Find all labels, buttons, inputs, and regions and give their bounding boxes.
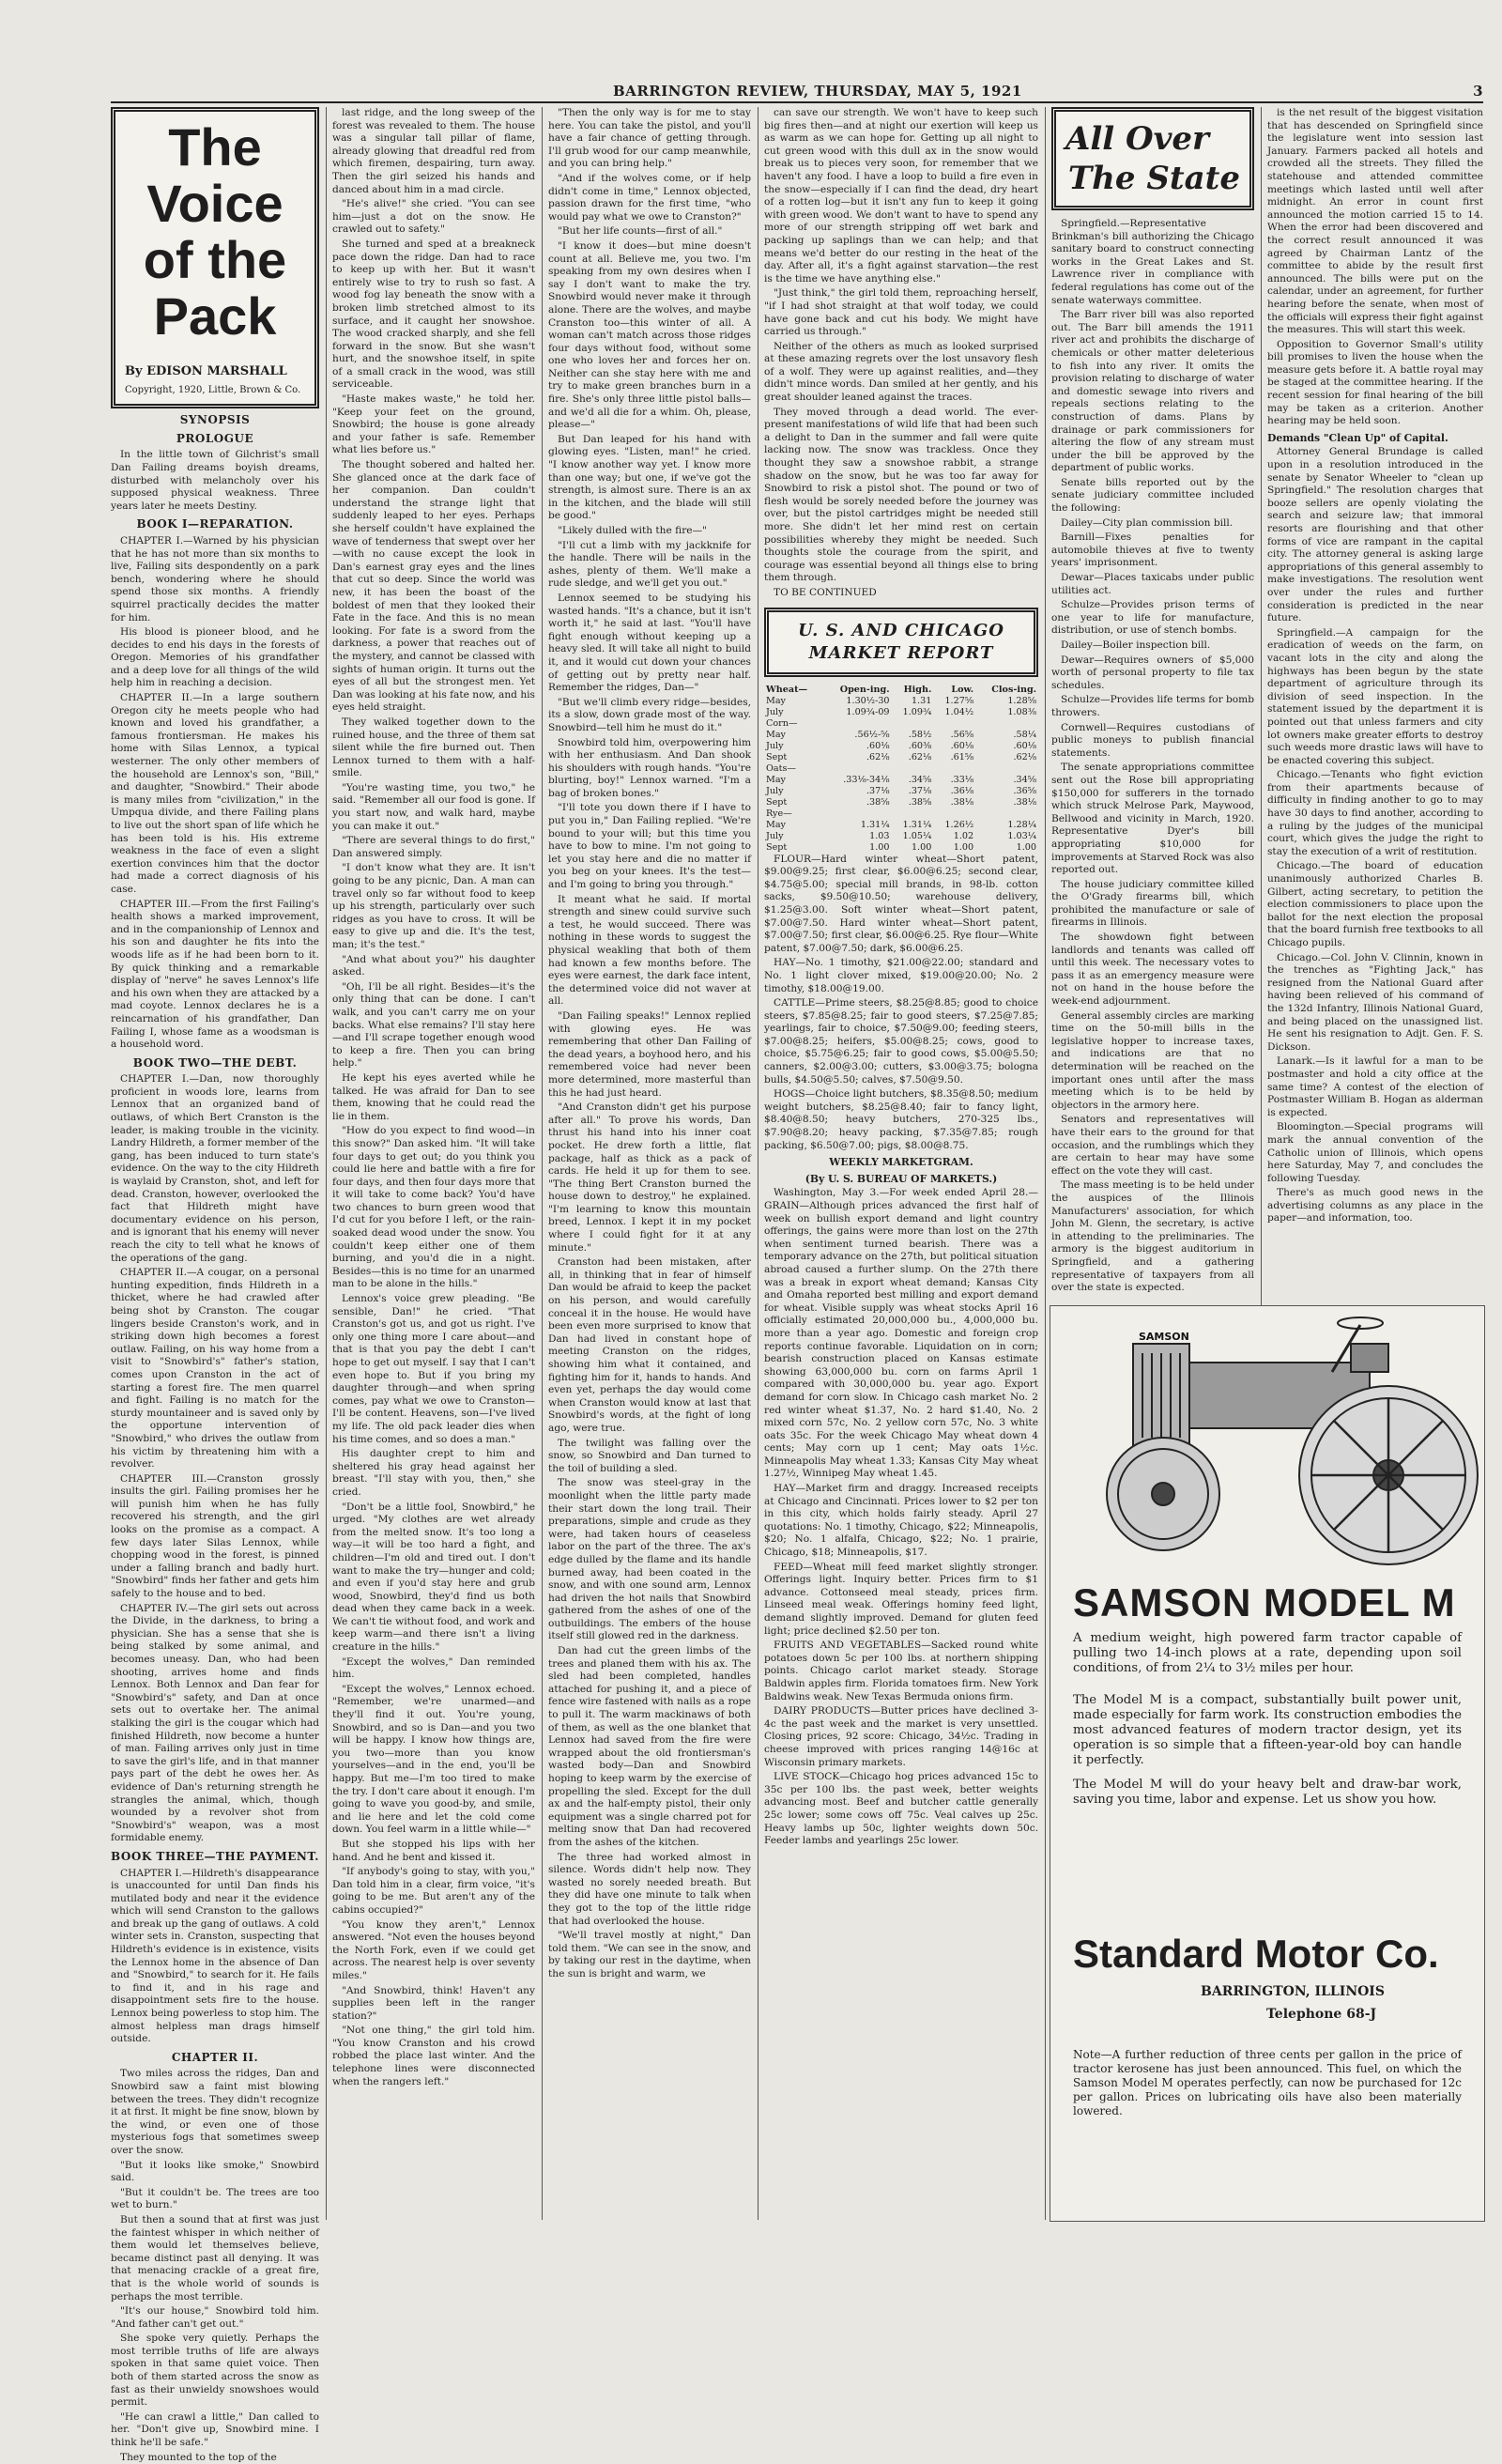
market-paragraph: LIVE STOCK—Chicago hog prices advanced 15c to 35c per 100 lbs. the past week, better weights advancing most. Beef and butcher cattle generally 25c lower; some cows off 75c. Veal calves up 25c. Heavy lambs up 50c, lighter weights down 50c. Feeder lambs and yearlings 25c lower. bbox=[764, 1771, 1038, 1847]
story-paragraph: "Except the wolves," Dan reminded him. bbox=[332, 1656, 535, 1681]
column-state-news bbox=[1051, 107, 1254, 1292]
table-row-label: May bbox=[766, 774, 786, 785]
news-paragraph: Chicago.—Col. John V. Clinnin, known in the trenches as "Fighting Jack," has resigned from the National Guard after having been relieved of his command of the 132d Infantry, Illinois National Guard, and being placed on the unassigned list. He sent his resignation to Adjt. Gen. F. S. Dickson. bbox=[1267, 951, 1483, 1053]
serial-byline: By EDISON MARSHALL bbox=[125, 364, 287, 378]
story-paragraph: "How do you expect to find wood—in this snow?" Dan asked him. "It will take four days to get out; do you think you could lie here and battle with a fire for four days, and then four days more that it will take to come back? You'd have two chances to burn green wood that I'd cut for you before I left, or the rain-soaked dead wood under the snow. You couldn't keep either one of them burning, and you'd die in a night. Besides—this is no time for an unarmed man to be alone in the hills." bbox=[332, 1125, 535, 1290]
table-row bbox=[764, 820, 1038, 831]
story-paragraph: "Not one thing," the girl told him. "You know Cranston and his crowd robbed the place last winter. And the telephone lines were disconnected when the rangers left." bbox=[332, 2025, 535, 2087]
samson-tractor-ad bbox=[1050, 1305, 1485, 2222]
ad-company-city: BARRINGTON, ILLINOIS bbox=[1201, 1984, 1385, 1999]
ad-note: Note—A further reduction of three cents per gallon in the price of tractor kerosene has just been announced. This fuel, on which the Samson Model M operates perfectly, can now be purchased for 12c per gallon. Prices on lubricating oils have also been materially lowered. bbox=[1073, 2048, 1462, 2118]
story-paragraph: "And Snowbird, think! Haven't any supplies been left in the ranger station?" bbox=[332, 1984, 535, 2022]
table-cell: 1.31¼ bbox=[902, 819, 932, 830]
table-row bbox=[764, 718, 1038, 730]
story-paragraph: "He can crawl a little," Dan called to her. "Don't give up, Snowbird mine. I think he'll be safe." bbox=[111, 2410, 319, 2449]
market-title-line1: U. S. AND CHICAGO bbox=[798, 620, 1004, 640]
story-paragraph: Cranston had been mistaken, after all, in thinking that in fear of himself Dan would be afraid to keep the packet on his person, and would carefully conceal it in the house. He would have been even more surprised to know that Dan had lived in constant hope of meeting Cranston on the ridges, showing him what it contained, and fighting him for it, hands to hands. And even yet, perhaps the day would come when Cranston would know at last that Snowbird's words, at the fight of long ago, were true. bbox=[548, 1256, 751, 1434]
story-paragraph: He kept his eyes averted while he talked. He was afraid for Dan to see them, knowing that he could read the lie in them. bbox=[332, 1071, 535, 1122]
table-row bbox=[764, 808, 1038, 820]
table-cell: .61⅝ bbox=[950, 751, 974, 762]
news-paragraph: The showdown fight between landlords and tenants was called off until this week. The necessary votes to pass it as an emergency measure were not on hand in the house before the week-end adjournment. bbox=[1051, 932, 1254, 1008]
table-cell: 1.28¼ bbox=[1007, 819, 1036, 830]
table-cell: .62⅛ bbox=[1013, 751, 1036, 762]
news-paragraph: Schulze—Provides prison terms of one year to life for manufacture, distribution, or use of stench bombs. bbox=[1051, 599, 1254, 637]
story-paragraph: "Dan Failing speaks!" Lennox replied with glowing eyes. He was remembering that other Dan Failing of the dead years, a boyhood hero, and his remembered voice had never been more determined, more masterful than this he had just heard. bbox=[548, 1009, 751, 1099]
table-cell bbox=[975, 808, 1038, 820]
column-story-market bbox=[764, 107, 1038, 2220]
story-paragraph: Lennox seemed to be studying his wasted hands. "It's a chance, but it isn't worth it," he said at last. "You'll have fight enough without keeping up a heavy sled. It will take all night to build it, and it would cut down your chances of getting out by pretty near half. Remember the ridges, Dan—" bbox=[548, 592, 751, 694]
table-cell: .38⅛ bbox=[950, 796, 974, 808]
chapter-heading: CHAPTER II. bbox=[171, 2050, 259, 2064]
table-cell: 1.08⅜ bbox=[1007, 706, 1036, 717]
news-paragraph: Dewar—Requires owners of $5,000 worth of personal property to file tax schedules. bbox=[1051, 654, 1254, 691]
table-cell bbox=[892, 763, 934, 775]
prologue-heading: PROLOGUE bbox=[176, 431, 254, 445]
story-paragraph: "Oh, I'll be all right. Besides—it's the only thing that can be done. I can't walk, and you can't carry me on your backs. What else remains? I'll stay here—and I'll scrape together enough wood to keep a fire. Then you can bring help." bbox=[332, 980, 535, 1070]
story-paragraph: "But we'll climb every ridge—besides, its a slow, down grade most of the way. Snowbird—tell him he must do it." bbox=[548, 696, 751, 733]
news-paragraph: The Barr river bill was also reported out. The Barr bill amends the 1911 river act and prohibits the discharge of chemicals or other matter deleterious to fish into any river. It omits the provision relating to discharge of water and domestic sewage into rivers and repeals sections relating to the construction of dams. Plans by drainage or park commissioners for altering the flow of any stream must under the bill be approved by the department of public works. bbox=[1051, 309, 1254, 474]
table-row bbox=[764, 752, 1038, 763]
table-cell: .38⅝ bbox=[908, 796, 932, 808]
story-paragraph: Snowbird told him, overpowering him with her enthusiasm. And Dan shook his shoulders with rough hands. "You're blurting, boy!" Lennox warned. "I'm a bag of broken bones." bbox=[548, 736, 751, 799]
state-news-title-box bbox=[1051, 107, 1254, 210]
story-paragraph: "I don't know what they are. It isn't going to be any picnic, Dan. A man can travel only so far without food to keep up his strength, particularly over such ridges as you have to cross. It will be easy to give up and die. It's the test, man; it's the test." bbox=[332, 862, 535, 950]
book3-heading: BOOK THREE—THE PAYMENT. bbox=[111, 1849, 319, 1863]
story-paragraph: They walked together down to the ruined house, and the three of them sat silent while the fire burned out. Then Lennox turned to them with a half-smile. bbox=[332, 716, 535, 779]
news-paragraph: The senate appropriations committee sent out the Rose bill appropriating $150,000 for sufferers in the tornado which struck Melrose Park, Maywood, Bellwood and vicinity in March, 1920. Representative Dyer's bill appropriating $10,000 for improvements at Starved Rock was also reported out. bbox=[1051, 762, 1254, 876]
column-state-news-cont bbox=[1267, 107, 1483, 1292]
market-title-box bbox=[764, 608, 1038, 677]
table-cell: .38⅛ bbox=[1013, 796, 1036, 808]
story-paragraph: "He's alive!" she cried. "You can see him—just a dot on the snow. He crawled out to safety." bbox=[332, 198, 535, 236]
synopsis-paragraph: CHAPTER II.—A cougar, on a personal hunting expedition, finds Hildreth in a thicket, where he had crawled after being shot by Cranston. The cougar lingers beside Cranston's work, and in striking down high becomes a forest outlaw. Failing, on his way home from a visit to "Snowbird's" father's station, comes upon Cranston in the act of starting a forest fire. The men quarrel and fight. Failing is no match for the sturdy mountaineer and is saved only by the opportune intervention of "Snowbird," who drives the outlaw from his victim by threatening him with a revolver. bbox=[111, 1267, 319, 1471]
story-paragraph: The twilight was falling over the snow, so Snowbird and Dan turned to the toil of building a sled. bbox=[548, 1437, 751, 1474]
table-row bbox=[764, 763, 1038, 775]
news-paragraph: Schulze—Provides life terms for bomb throwers. bbox=[1051, 694, 1254, 718]
news-paragraph: Senators and representatives will have their ears to the ground for that occasion, and the rumblings which they are certain to hear may have some effect on the vote they will cast. bbox=[1051, 1114, 1254, 1177]
table-row-label: Sept bbox=[766, 841, 788, 853]
table-cell: .62⅛ bbox=[866, 751, 890, 762]
ad-paragraph: The Model M is a compact, substantially built power unit, made especially for farm work. Its construction embodies the most advanced features of modern tractor design, yet its operation is so simple that a fifteen-year-old boy can handle it perfectly. bbox=[1073, 1693, 1462, 1767]
table-cell: .58¼ bbox=[1013, 729, 1036, 740]
synopsis-paragraph: His blood is pioneer blood, and he decides to end his days in the forests of Oregon. Memories of his grandfather and a deep love for all things of the wild help him in reaching a decision. bbox=[111, 626, 319, 689]
table-cell: 1.31¼ bbox=[860, 819, 890, 830]
story-paragraph: TO BE CONTINUED bbox=[774, 586, 877, 598]
story-paragraph: "Don't be a little fool, Snowbird," he urged. "My clothes are wet already from the melted snow. It's too long a way—it will be too hard a fight, and children—I'm old and tired out. I don't want to make the try—hunger and cold; and even if you'd stay here and grub wood, Snowbird, they'd find us both dead when they came back in a week. We can't tie without food, and work and keep warm—and there isn't a living creature in the hills." bbox=[332, 1501, 535, 1654]
table-row-label: July bbox=[766, 785, 784, 796]
market-paragraph: CATTLE—Prime steers, $8.25@8.85; good to choice steers, $7.85@8.25; fair to good steers, $7.25@7.85; yearlings, fair to choice, $7.50@9.00; feeding steers, $7.00@8.25; heifers, $5.00@8.25; cows, good to choice, $5.75@6.25; fair to good cows, $5.00@5.50; canners, $2.00@3.00; cutters, $3.00@3.75; bologna bulls, $4.50@5.50; calves, $7.50@9.50. bbox=[764, 997, 1038, 1086]
story-paragraph: "You're wasting time, you two," he said. "Remember all our food is gone. If you start now, and walk hard, maybe you can make it out." bbox=[332, 781, 535, 832]
story-paragraph: The snow was steel-gray in the moonlight when the little party made their start down the long trail. Their preparations, simple and crude as they were, had taken hours of ceaseless labor on the part of the three. The ax's edge dulled by the flame and its handle burned away, had been coated in the snow, and with one sound arm, Lennox had driven the hot nails that Snowbird gathered from the ashes of one of the outbuildings. The embers of the house itself still glowed red in the darkness. bbox=[548, 1477, 751, 1642]
market-paragraph: Washington, May 3.—For week ended April 28.—GRAIN—Although prices advanced the first half of week on bullish export demand and light country offerings, the gains were more than lost on the 27th when sentiment turned bearish. There was a temporary advance on the 27th, but political situation abroad caused a further slump. On the 27th there was a break in export wheat demand; Kansas City and Omaha reported best milling and export demand for wheat. Visible supply was wheat stocks April 16 officially estimated 20,000,000 bu., 4,000,000 bu. more than a year ago. Domestic and foreign crop reports continue favorable. Liquidation on in corn; bearish construction placed on Kansas estimate showing 63,000,000 bu. corn on farms April 1 compared with 30,000,000 bu. year ago. Export demand for corn slow. In Chicago cash market No. 2 red winter wheat $1.37, No. 2 hard $1.40, No. 2 mixed corn 57c, No. 2 yellow corn 57c, No. 3 white oats 35c. For the week Chicago May wheat down 4 cents; May corn up 1 cent; May oats 1½c. Minneapolis May wheat 1.33; Kansas City May wheat 1.27½, Winnipeg May wheat 1.45. bbox=[764, 1187, 1038, 1480]
table-cell: .38⅝ bbox=[866, 796, 890, 808]
table-cell: 1.31 bbox=[911, 695, 932, 706]
table-row-label: July bbox=[766, 706, 784, 717]
synopsis-paragraph: CHAPTER III.—From the first Failing's health shows a marked improvement, and in the companionship of Lennox and his son and daughter he fits into the woods life as if he had been born to it. By quick thinking and a remarkable display of "nerve" he saves Lennox's life and his own when they are attacked by a mad coyote. Lennox declares he is a reincarnation of his grandfather, Dan Failing I, whose fame as a woodsman is a household word. bbox=[111, 898, 319, 1051]
ad-paragraph: A medium weight, high powered farm tractor capable of pulling two 14-inch plows at a rate, depending upon soil conditions, of from 2¼ to 3½ miles per hour. bbox=[1073, 1631, 1462, 1675]
synopsis-heading: SYNOPSIS bbox=[179, 413, 251, 427]
table-row-label: July bbox=[766, 740, 784, 751]
table-cell: 1.09¾ bbox=[902, 706, 932, 717]
table-cell: 1.03¼ bbox=[1007, 830, 1036, 841]
table-row-label: July bbox=[766, 830, 784, 841]
ad-product-name: SAMSON MODEL M bbox=[1073, 1580, 1456, 1625]
story-paragraph: "I'll tote you down there if I have to put you in," Dan Failing replied. "We're bound to your will; but this time you have to bow to mine. I'm not going to let you stay here and die no matter if you beg on your knees. It's the test—and I'm going to bring you through." bbox=[548, 802, 751, 891]
prologue-text: In the little town of Gilchrist's small Dan Failing dreams boyish dreams, disturbed with melancholy over his supposed physical weakness. Three years later he meets Destiny. bbox=[111, 449, 319, 512]
synopsis-paragraph: CHAPTER III.—Cranston grossly insults the girl. Failing promises her he will punish him when he has fully recovered his strength, and the girl looks on the promise as a compact. A few days later Silas Lennox, while chopping wood in the forest, is pinned under a falling branch and badly hurt. "Snowbird" finds her father and gets him safely to the house and to bed. bbox=[111, 1472, 319, 1600]
news-paragraph: Lanark.—Is it lawful for a man to be postmaster and hold a city office at the same time? A contest of the election of Postmaster William B. Hogan as alderman is expected. bbox=[1267, 1055, 1483, 1118]
table-cell: .37⅛ bbox=[908, 785, 932, 796]
news-paragraph: The mass meeting is to be held under the auspices of the Illinois Manufacturers' association, for which John M. Glenn, the secretary, is active in attending to the preliminaries. The armory is the biggest auditorium in Springfield, and a gathering representative of taxpayers from all over the state is expected. bbox=[1051, 1179, 1254, 1294]
market-paragraph: FRUITS AND VEGETABLES—Sacked round white potatoes down 5c per 100 lbs. at northern shipping points. Chicago carlot market steady. Storage Baldwin apples firm. Florida tomatoes firm. New York Baldwins weak. New Texas Bermuda onions firm. bbox=[764, 1640, 1038, 1702]
news-paragraph: Senate bills reported out by the senate judiciary committee included the following: bbox=[1051, 476, 1254, 515]
table-cell: .60⅜ bbox=[908, 740, 932, 751]
serial-copyright: Copyright, 1920, Little, Brown & Co. bbox=[125, 384, 301, 395]
page-number: 3 bbox=[1473, 83, 1483, 100]
table-row bbox=[764, 707, 1038, 718]
table-row-label: Rye— bbox=[766, 808, 792, 819]
news-paragraph: Opposition to Governor Small's utility bill promises to liven the house when the measure gets before it. A battle royal may be staged at the committee hearing. If the recent session for final hearing of the bill may be taken as a criterion. Another hearing may be held soon. bbox=[1267, 338, 1483, 427]
marketgram-source: (By U. S. BUREAU OF MARKETS.) bbox=[805, 1172, 998, 1185]
column-divider bbox=[326, 107, 327, 2220]
news-paragraph: Dailey—Boiler inspection bill. bbox=[1061, 639, 1211, 651]
market-paragraph: HOGS—Choice light butchers, $8.35@8.50; medium weight butchers, $8.25@8.40; fair to fancy light, $8.40@8.50; heavy butchers, 270-325 lbs., $7.90@8.20; heavy packing, $7.35@7.85; rough packing, $6.50@7.00; pigs, $8.00@8.75. bbox=[764, 1088, 1038, 1151]
table-row-label: Oats— bbox=[766, 762, 796, 774]
tractor-brand-label: SAMSON bbox=[1139, 1331, 1189, 1343]
table-header-row bbox=[764, 685, 1038, 696]
table-cell: 1.04½ bbox=[944, 706, 974, 717]
market-paragraph: HAY—No. 1 timothy, $21.00@22.00; standard and No. 1 light clover mixed, $19.00@20.00; No. 2 timothy, $18.00@19.00. bbox=[764, 957, 1038, 994]
news-paragraph: Springfield.—Representative Brinkman's bill authorizing the Chicago sanitary board to construct connecting works in the Great Lakes and St. Lawrence river in compliance with federal regulations has come out of the senate waterways committee. bbox=[1051, 218, 1254, 306]
table-cell: .36⅝ bbox=[1013, 785, 1036, 796]
story-paragraph: "Likely dulled with the fire—" bbox=[558, 525, 708, 536]
serial-title-box bbox=[111, 107, 319, 408]
market-paragraph: FEED—Wheat mill feed market slightly stronger. Offerings light. Inquiry better. Prices firm to $1 advance. Cottonseed meal steady, prices firm. Linseed meal weak. Offerings hominy feed light, demand slightly improved. Demand for gluten feed light; price declined $2.50 per ton. bbox=[764, 1561, 1038, 1637]
table-cell: 1.00 bbox=[869, 841, 890, 853]
synopsis-paragraph: CHAPTER IV.—The girl sets out across the Divide, in the darkness, to bring a physician. She has a sense that she is being stalked by some animal, and becomes uneasy. Dan, who had been shooting, arrives home and finds Lennox. Both Lennox and Dan fear for "Snowbird's" safety, and Dan at once sets out to overtake her. The animal stalking the girl is the cougar which had finished Hildreth, now become a hunter of man. Failing arrives only just in time to save the girl's life, and in that manner pays part of the debt he owes her. As evidence of Dan's returning strength he strangles the animal, which, though wounded by a revolver shot from "Snowbird's" weapon, was a most formidable enemy. bbox=[111, 1602, 319, 1844]
story-paragraph: The three had worked almost in silence. Words didn't help now. They wasted no sorely needed breath. But they did have one minute to talk when they got to the top of the little ridge that had overlooked the house. bbox=[548, 1851, 751, 1927]
newspaper-title: BARRINGTON REVIEW, THURSDAY, MAY 5, 1921 bbox=[613, 83, 1022, 100]
story-paragraph: "But it couldn't be. The trees are too wet to burn." bbox=[111, 2186, 319, 2211]
story-paragraph: "But her life counts—first of all." bbox=[558, 225, 723, 238]
table-row bbox=[764, 775, 1038, 786]
table-header: Wheat— bbox=[766, 684, 808, 695]
story-paragraph: She spoke very quietly. Perhaps the most terrible truths of life are always spoken in that same quiet voice. Then both of them started across the snow as fast as their unwieldy snowshoes would permit. bbox=[111, 2333, 319, 2409]
story-paragraph: Two miles across the ridges, Dan and Snowbird saw a faint mist blowing between the trees. They didn't recognize it at first. It might be fine snow, blown by the wind, or even one of those mysterious fogs that sometimes sweep over the snow. bbox=[111, 2068, 319, 2156]
table-row-label: Sept bbox=[766, 751, 788, 762]
table-cell: .37⅛ bbox=[866, 785, 890, 796]
news-paragraph: is the net result of the biggest visitation that has descended on Springfield since the legislature went into session last January. Farmers packed all hotels and crowded all the streets. They filled the statehouse and attended committee meetings which lasted until well after midnight. An error in count first announced the motion carried 15 to 14. When the error had been discovered and the correct result announced it was agreed by Chairman Lantz of the committee to abide by the result first announced. The bills were put on the calendar, under an agreement, for further hearing before the senate, when most of the officials will express their fight against the measures. This will start this week. bbox=[1267, 107, 1483, 336]
table-cell: .56½-⅝ bbox=[854, 729, 890, 740]
story-paragraph: "But it looks like smoke," Snowbird said. bbox=[111, 2159, 319, 2184]
story-paragraph: It meant what he said. If mortal strength and sinew could survive such a test, he would succeed. There was nothing in these words to suggest the physical weakling that both of them had known a few months before. The eyes were earnest, the dark face intent, the determined voice did not waver at all. bbox=[548, 893, 751, 1008]
synopsis-paragraph: CHAPTER I.—Dan, now thoroughly proficient in woods lore, learns from Lennox that an organized band of outlaws, of which Bert Cranston is the leader, is making trouble in the vicinity. Landry Hildreth, a former member of the gang, has been induced to turn state's evidence. On the way to the city Hildreth is waylaid by Cranston, shot, and left for dead. Cranston, however, overlooked the fact that Hildreth might have documentary evidence on his person, and is ignorant that his enemy will never reach the city to tell what he knows of the operations of the gang. bbox=[111, 1073, 319, 1264]
table-cell: 1.09¾-09 bbox=[846, 706, 890, 717]
table-header: Open-ing. bbox=[839, 684, 890, 695]
table-cell bbox=[892, 718, 934, 730]
news-subheading: Demands "Clean Up" of Capital. bbox=[1267, 431, 1448, 444]
table-cell: 1.26½ bbox=[944, 819, 974, 830]
table-cell: .33⅛-34⅛ bbox=[843, 774, 890, 785]
serial-title: The Voice of the Pack bbox=[143, 117, 287, 346]
story-paragraph: "I'll cut a limb with my jackknife for the handle. There will be nails in the ashes, plenty of them. We'll make a rude sledge, and we'll get you out." bbox=[548, 539, 751, 590]
story-paragraph: "We'll travel mostly at night," Dan told them. "We can see in the snow, and by taking our rest in the daytime, when the sun is bright and warm, we bbox=[548, 1930, 751, 1979]
story-paragraph: But she stopped his lips with her hand. And he bent and kissed it. bbox=[332, 1838, 535, 1863]
market-paragraph: HAY—Market firm and draggy. Increased receipts at Chicago and Cincinnati. Prices lower to $2 per ton in this city, which holds fairly steady. April 27 quotations: No. 1 timothy, Chicago, $22; Minneapolis, $20; No. 1 alfalfa, Chicago, $22; No. 1 prairie, Chicago, $18; Minneapolis, $17. bbox=[764, 1483, 1038, 1559]
news-paragraph: Dewar—Places taxicabs under public utilities act. bbox=[1051, 572, 1254, 596]
column-serial-synopsis bbox=[111, 107, 319, 2463]
grain-futures-body bbox=[764, 696, 1038, 854]
column-story-2 bbox=[332, 107, 535, 2220]
table-cell: .60⅛ bbox=[866, 740, 890, 751]
ad-company-name: Standard Motor Co. bbox=[1073, 1932, 1439, 1976]
table-row bbox=[764, 831, 1038, 842]
news-paragraph: Dailey—City plan commission bill. bbox=[1061, 516, 1234, 529]
table-row-label: May bbox=[766, 819, 786, 830]
news-paragraph: There's as much good news in the advertising columns as any place in the paper—and information, too. bbox=[1267, 1187, 1483, 1224]
table-cell: .56⅝ bbox=[950, 729, 974, 740]
story-paragraph: Lennox's voice grew pleading. "Be sensible, Dan!" he cried. "That Cranston's got us, and got us right. I've only one thing more I care about—and that is that you pay the debt I can't hope to get out myself. I say that I can't even hope to. But if you bring my daughter through—and when spring comes, pay what we owe to Cranston—I'll be content. Heavens, son—I've lived my life. The old pack leader dies when his time comes, and so does a man." bbox=[332, 1293, 535, 1445]
table-cell bbox=[975, 718, 1038, 730]
table-row-label: Corn— bbox=[766, 717, 798, 729]
column-divider bbox=[542, 107, 543, 2220]
story-paragraph: last ridge, and the long sweep of the forest was revealed to them. The house was a singular tall pillar of flame, already glowing that dreadful red from which firemen, despairing, turn away. Then the girl seized his hands and danced about him in a mad circle. bbox=[332, 107, 535, 195]
table-row-label: Sept bbox=[766, 796, 788, 808]
state-news-title-line2: The State bbox=[1067, 160, 1240, 197]
table-cell bbox=[933, 808, 975, 820]
table-cell: 1.30½-30 bbox=[846, 695, 890, 706]
news-paragraph: The house judiciary committee killed the O'Grady firearms bill, which prohibited the manufacture or sale of firearms in Illinois. bbox=[1051, 878, 1254, 929]
table-cell bbox=[933, 718, 975, 730]
table-header: Clos-ing. bbox=[991, 684, 1036, 695]
news-paragraph: Cornwell—Requires custodians of public moneys to publish financial statements. bbox=[1051, 721, 1254, 759]
story-paragraph: His daughter crept to him and sheltered his gray head against her breast. "I'll stay with you, then," she cried. bbox=[332, 1448, 535, 1498]
story-paragraph: They moved through a dead world. The ever-present manifestations of wild life that had been such a delight to Dan in the summer and fall were quite lacking now. The snow was trackless. Once they thought they saw a snowshoe rabbit, a strange shadow on the snow, but he was too far away for Snowbird to risk a pistol shot. The pound or two of flesh would be sorely needed before the journey was over, but the pistol cartridges might be needed still more. She didn't let her mind rest on certain possibilities whereby they might be needed. Such thoughts stole the courage from the spirit, and courage was essential beyond all things else to bring them through. bbox=[764, 406, 1038, 584]
story-paragraph: "Then the only way is for me to stay here. You can take the pistol, and you'll have a fair chance of getting through. I'll grub wood for our camp meanwhile, and you can bring help." bbox=[548, 107, 751, 170]
synopsis-paragraph: CHAPTER I.—Warned by his physician that he has not more than six months to live, Failing sits despondently on a park bench, wondering where he should spend those six months. A friendly squirrel practically decides the matter for him. bbox=[111, 534, 319, 624]
book1-heading: BOOK I—REPARATION. bbox=[136, 517, 294, 531]
news-paragraph: Springfield.—A campaign for the eradication of weeds on the farm, on vacant lots in the city and along the highways has been begun by the state department of agriculture through its division of seed inspection. In the statement issued by the department it is pointed out that unless farmers and city lot owners make greater efforts to destroy such weeds more drastic laws will have to be enacted covering this subject. bbox=[1267, 626, 1483, 766]
story-paragraph: can save our strength. We won't have to keep such big fires then—and at night our exertion will keep us as warm as we can hope for. Getting up all night to cut green wood with this dull ax in the snow would break us to pieces very soon, for remember that we haven't any food. I have a loop to build a fire even in the snow—especially if I can find the dead, dry heart of a rotten log—but it isn't any fun to keep it going with green wood. We don't want to have to spend any more of our strength stripping off wet bark and packing up saplings than we can help; and that means we'd better do our resting in the heat of the day. After all, it's a fight against starvation—the rest is the time we have anything else." bbox=[764, 107, 1038, 285]
market-title-line2: MARKET REPORT bbox=[808, 642, 994, 663]
story-paragraph: Dan had cut the green limbs of the trees and planed them with his ax. The sled had been completed, handles attached for pushing it, and a piece of fence wire fastened with nails as a rope to pull it. The warm mackinaws of both of them, as well as the one blanket that Lennox had saved from the fire were wrapped about the old frontiersman's wasted body—Dan and Snowbird hoping to keep warm by the exercise of propelling the sled. Except for the dull ax and the half-empty pistol, their only equipment was a single charred pot for melting snow that Dan had recovered from the ashes of the kitchen. bbox=[548, 1645, 751, 1848]
table-cell bbox=[975, 763, 1038, 775]
story-paragraph: "And what about you?" his daughter asked. bbox=[332, 953, 535, 978]
table-cell: .34⅝ bbox=[908, 774, 932, 785]
tractor-illustration bbox=[1050, 1306, 1484, 1578]
news-paragraph: Bloomington.—Special programs will mark the annual convention of the Catholic union of Illinois, which opens here Saturday, May 7, and concludes the following Tuesday. bbox=[1267, 1121, 1483, 1184]
table-row bbox=[764, 741, 1038, 752]
story-paragraph: "And Cranston didn't get his purpose after all." To prove his words, Dan thrust his hand into his inner coat pocket. He drew forth a little, flat package, half as thick as a pack of cards. He held it up for them to see. "The thing Bert Cranston burned the house down to destroy," he explained. "I'm learning to know this mountain breed, Lennox. I kept it in my pocket where I could fight for it at any minute." bbox=[548, 1101, 751, 1254]
masthead bbox=[111, 83, 1483, 101]
column-divider bbox=[1045, 107, 1046, 2220]
news-paragraph: Attorney General Brundage is called upon in a resolution introduced in the senate by Senator Wheeler to "clean up Springfield." The resolution charges that booze sellers are openly violating the search and seizure law; that immoral resorts are flourishing and that other forms of vice are rampant in the capital city. The attorney general is asking large appropriations of this general assembly to make investigations. The resolution went over under the rules and further consideration is predicted in the near future. bbox=[1267, 446, 1483, 624]
masthead-rule bbox=[111, 101, 1483, 103]
news-paragraph: Barnill—Fixes penalties for automobile thieves at five to twenty years' imprisonment. bbox=[1051, 531, 1254, 569]
table-cell: 1.00 bbox=[1016, 841, 1036, 853]
marketgram-heading: WEEKLY MARKETGRAM. bbox=[829, 1156, 973, 1169]
story-paragraph: "If anybody's going to stay, with you," Dan told him in a clear, firm voice, "it's going to be me. But aren't any of the cabins occupied?" bbox=[332, 1866, 535, 1916]
synopsis-paragraph: CHAPTER II.—In a large southern Oregon city he meets people who had known and loved his grandfather, a famous frontiersman. He makes his home with Silas Lennox, a typical westerner. The only other members of the household are Lennox's son, "Bill," and daughter, "Snowbird." Their abode is many miles from "civilization," in the Umpqua divide, and there Failing plans to live out the short span of life which he has been told is his. His extreme weakness in the face of even a slight exertion convinces him that the doctor had made a correct diagnosis of his case. bbox=[111, 692, 319, 895]
table-row-label: May bbox=[766, 695, 786, 706]
table-cell bbox=[822, 808, 891, 820]
table-row bbox=[764, 842, 1038, 854]
table-cell bbox=[933, 763, 975, 775]
story-paragraph: "You know they aren't," Lennox answered. "Not even the houses beyond the North Fork, even if we could get across. The nearest help is over seventy miles." bbox=[332, 1918, 535, 1981]
ad-company-phone: Telephone 68-J bbox=[1266, 2007, 1377, 2022]
table-cell: 1.03 bbox=[869, 830, 890, 841]
market-paragraph: DAIRY PRODUCTS—Butter prices have declined 3-4c the past week and the market is very unsettled. Closing prices, 92 score: Chicago, 34½c. Trading in cheese improved with prices ranging 14@16c at Wisconsin primary markets. bbox=[764, 1705, 1038, 1768]
table-cell: .60⅛ bbox=[1013, 740, 1036, 751]
table-cell: .58½ bbox=[908, 729, 932, 740]
table-row bbox=[764, 730, 1038, 741]
table-cell: .36⅛ bbox=[950, 785, 974, 796]
state-news-title-line1: All Over bbox=[1065, 120, 1209, 158]
column-divider bbox=[758, 107, 759, 2220]
market-paragraph: FLOUR—Hard winter wheat—Short patent, $9.00@9.25; first clear, $6.00@6.25; second clear, $4.75@5.00; special mill brands, in 98-lb. cotton sacks, $9.50@10.50; warehouse delivery, $1.25@3.00. Soft winter wheat—Short patent, $7.00@7.50. Hard winter wheat—Short patent, $7.00@7.50; first clear, $6.00@6.25. Rye flour—White patent, $7.00@7.50; dark, $6.00@6.25. bbox=[764, 853, 1038, 954]
story-paragraph: They mounted to the top of the bbox=[120, 2451, 277, 2463]
story-paragraph: "Haste makes waste," he told her. "Keep your feet on the ground, Snowbird; the house is gone already and your father is safe. Remember what lies before us." bbox=[332, 393, 535, 456]
story-paragraph: "It's our house," Snowbird told him. "And father can't get out." bbox=[111, 2305, 319, 2330]
story-paragraph: But then a sound that at first was just the faintest whisper in which neither of them would let themselves believe, became distinct past all denying. It was that menacing crackle of a great fire, that is the whole world of sounds is perhaps the most terrible. bbox=[111, 2213, 319, 2302]
table-row-label: May bbox=[766, 729, 786, 740]
table-header: Low. bbox=[951, 684, 974, 695]
column-story-3 bbox=[548, 107, 751, 2220]
grain-futures-table bbox=[764, 685, 1038, 854]
story-paragraph: But Dan leaped for his hand with glowing eyes. "Listen, man!" he cried. "I know another way yet. I know more than one way; but one, if we've got the strength, is almost sure. There is an ax in the kitchen, and the blade will still be good." bbox=[548, 433, 751, 522]
table-cell bbox=[822, 763, 891, 775]
table-cell: .34⅝ bbox=[1013, 774, 1036, 785]
table-cell: 1.28⅝ bbox=[1007, 695, 1036, 706]
table-cell: .33⅛ bbox=[950, 774, 974, 785]
story-paragraph: Neither of the others as much as looked surprised at these amazing regrets over the lost unsavory flesh of a wolf. They were up against realities, and—they didn't mince words. Dan smiled at her gently, and his great shoulder leaned against the traces. bbox=[764, 340, 1038, 404]
news-paragraph: General assembly circles are marking time on the 50-mill bills in the legislative hopper to increase taxes, and indications are that no determination will be reached on the important ones until after the mass meeting which is to be held by objectors in the armory here. bbox=[1051, 1009, 1254, 1111]
table-row bbox=[764, 797, 1038, 808]
table-cell: .62⅛ bbox=[908, 751, 932, 762]
table-cell: 1.00 bbox=[911, 841, 932, 853]
table-cell bbox=[822, 718, 891, 730]
book2-heading: BOOK TWO—THE DEBT. bbox=[132, 1055, 298, 1070]
story-paragraph: "There are several things to do first," Dan answered simply. bbox=[332, 835, 535, 859]
news-paragraph: Chicago.—The board of education unanimously authorized Charles B. Gilbert, acting secretary, to petition the election commissioners to place upon the ballot for the next election the proposal that the board furnish free textbooks to all Chicago pupils. bbox=[1267, 860, 1483, 948]
news-paragraph: Chicago.—Tenants who fight eviction from their apartments because of difficulty in finding another to go to may have 30 days to find another, according to a ruling by the judges of the municipal court, which gives the judge the right to stay the execution of a writ of restitution. bbox=[1267, 769, 1483, 857]
ad-paragraph: The Model M will do your heavy belt and draw-bar work, saving you time, labor and expense. Let us show you how. bbox=[1073, 1778, 1462, 1807]
story-paragraph: The thought sobered and halted her. She glanced once at the dark face of her companion. Dan couldn't understand the strange light that suddenly leaped to her eyes. Perhaps she herself couldn't have explained the wave of tenderness that swept over her—with no cause except the look in Dan's earnest gray eyes and the lines that cut so deep. Since the world was new, it has been the boast of the boldest of men that they looked their Fate in the face. And this is no mean looking. For fate is a sword from the darkness, a power that reaches out of the mystery, and cannot be classed with sights of human origin. It turns out the eyes of all but the strongest men. Yet Dan was looking at his fate now, and his eyes held straight. bbox=[332, 459, 535, 714]
table-cell: 1.05¼ bbox=[902, 830, 932, 841]
table-row bbox=[764, 786, 1038, 797]
story-paragraph: "I know it does—but mine doesn't count at all. Believe me, you two. I'm speaking from my own desires when I say I don't want to make the try. Snowbird would never make it through alone. There are the wolves, and maybe Cranston too—this winter of all. A woman can't match across those ridges four days without food, without some one who loves her and forces her on. Neither can she stay here with me and try to make green branches burn in a fire. She's only three little pistol balls—and we'd all die for a whim. Oh, please, please—" bbox=[548, 239, 751, 431]
table-cell: 1.00 bbox=[953, 841, 974, 853]
synopsis-paragraph: CHAPTER I.—Hildreth's disappearance is unaccounted for until Dan finds his mutilated body and near it the evidence which will send Cranston to the gallows and break up the gang of outlaws. A cold winter sets in. Cranston, suspecting that Hildreth's evidence is in existence, visits the Lennox home in the absence of Dan and "Snowbird," to search for it. He fails to find it, and in his rage and disappointment sets fire to the house. Lennox being powerless to stop him. The almost helpless man drags himself outside. bbox=[111, 1867, 319, 2045]
story-paragraph: "And if the wolves come, or if help didn't come in time," Lennox objected, passion drawn for the first time, "who would pay what we owe to Cranston?" bbox=[548, 172, 751, 223]
table-row bbox=[764, 696, 1038, 707]
table-cell: 1.02 bbox=[953, 830, 974, 841]
story-paragraph: She turned and sped at a breakneck pace down the ridge. Dan had to race to keep up with her. But it wasn't entirely wise to try to rush so fast. A wood fog lay beneath the snow with a broken limb stretched almost to its surface, and it caught her snowshoe. The wood cracked sharply, and she fell forward in the snow. But she wasn't hurt, and the snowshoe itself, in spite of a small crack in the wood, was still serviceable. bbox=[332, 238, 535, 391]
table-cell: 1.27⅝ bbox=[944, 695, 974, 706]
story-paragraph: "Except the wolves," Lennox echoed. "Remember, we're unarmed—and they'll find it out. You're young, Snowbird, and so is Dan—and you two will be happy. I know how things are, you two—more than you know yourselves—and in the end, you'll be happy. But me—I'm too tired to make the try. I don't care about it enough. I'm going to wave you good-by, and smile, and lie here and let the cold come down. You feel warm in a little while—" bbox=[332, 1683, 535, 1836]
table-cell: .60⅛ bbox=[950, 740, 974, 751]
tractor-seat bbox=[1351, 1344, 1388, 1372]
table-cell bbox=[892, 808, 934, 820]
table-header: High. bbox=[903, 684, 932, 695]
story-paragraph: "Just think," the girl told them, reproaching herself, "if I had shot straight at that wolf today, we could have gone back and cut his body. We might have carried us through." bbox=[764, 287, 1038, 338]
